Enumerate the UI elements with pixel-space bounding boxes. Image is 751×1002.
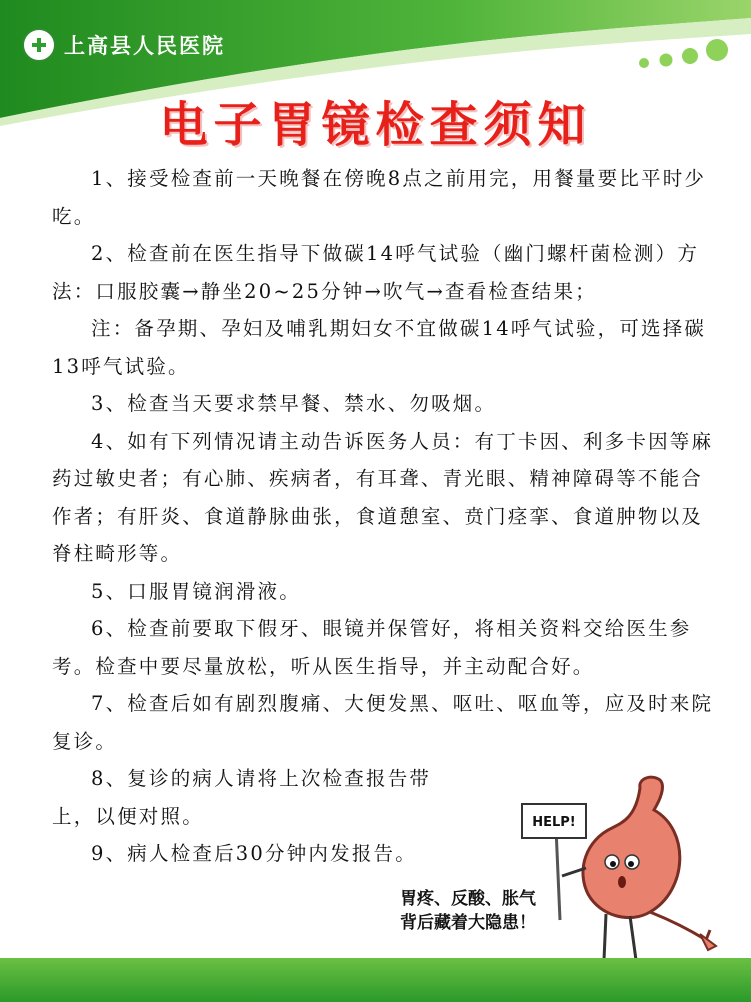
- instruction-item: 2、检查前在医生指导下做碳14呼气试验（幽门螺杆菌检测）方法：口服胶囊→静坐20~25分钟→吹气→查看检查结果；: [52, 242, 700, 303]
- instruction-item: 5、口服胃镜润滑液。: [91, 579, 301, 603]
- hospital-brand: [22, 28, 225, 62]
- deco-dot: [682, 48, 698, 64]
- instruction-item: 4、如有下列情况请主动告诉医务人员：有丁卡因、利多卡因等麻药过敏史者；有心肺、疾病者，有耳聋、青光眼、精神障碍等不能合作者；有肝炎、食道静脉曲张，食道憩室、贲门痉挛、食道肿物以及脊柱畸形等。: [52, 429, 714, 565]
- slogan-line: 背后藏着大隐患！: [400, 913, 536, 933]
- footer-band: [0, 958, 751, 1002]
- deco-dot: [706, 39, 728, 61]
- instruction-item: 3、检查当天要求禁早餐、禁水、勿吸烟。: [91, 392, 497, 415]
- instruction-item: 6、检查前要取下假牙、眼镜并保管好，将相关资料交给医生参考。检查中要尽量放松，听从医生指导，并主动配合好。: [52, 617, 692, 678]
- hospital-logo-icon: [22, 28, 56, 62]
- deco-dot: [660, 54, 673, 67]
- hospital-name: 上高县人民医院: [64, 33, 225, 58]
- stomach-mascot-illustration: [520, 770, 750, 970]
- deco-dot: [639, 58, 649, 68]
- instruction-note: 注：备孕期、孕妇及哺乳期妇女不宜做碳14呼气试验，可选择碳13呼气试验。: [52, 317, 707, 378]
- instruction-item: 9、病人检查后30分钟内发报告。: [91, 842, 417, 865]
- instruction-item: 1、接受检查前一天晚餐在傍晚8点之前用完，用餐量要比平时少吃。: [52, 167, 707, 228]
- instructions: [52, 160, 720, 873]
- instruction-item: 8、复诊的病人请将上次检查报告带上，以便对照。: [52, 767, 432, 828]
- mascot-slogan: [400, 887, 536, 935]
- instruction-item: 7、检查后如有剧烈腹痛、大便发黑、呕吐、呕血等，应及时来院复诊。: [52, 692, 714, 753]
- slogan-line: 胃疼、反酸、胀气: [400, 889, 536, 909]
- page-title: 电子胃镜检查须知: [159, 97, 592, 153]
- help-sign-label: HELP!: [532, 815, 576, 830]
